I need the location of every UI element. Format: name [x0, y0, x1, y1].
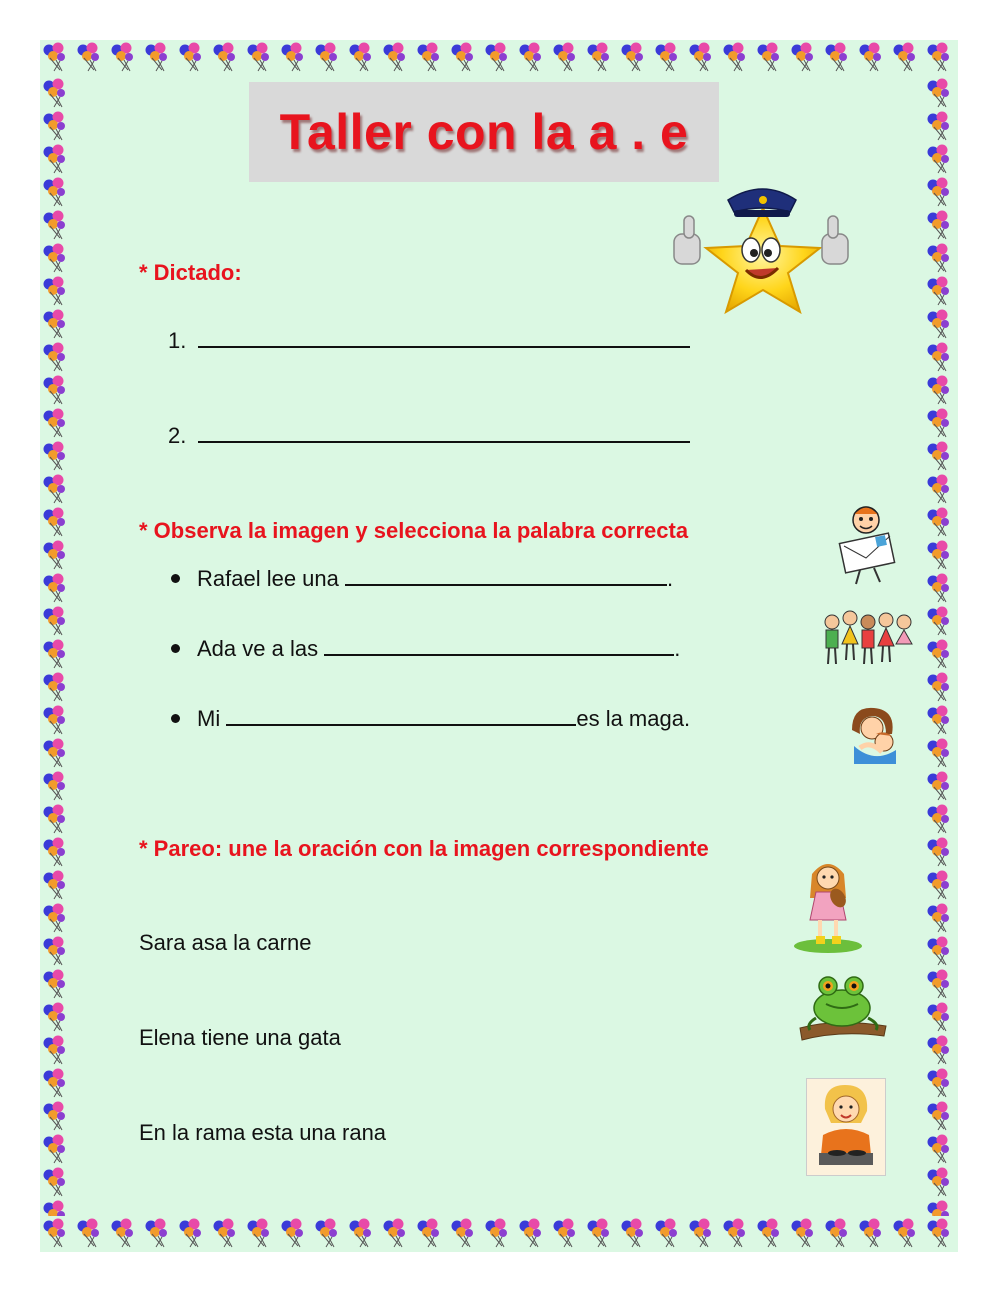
dictation-number: 2.: [168, 423, 187, 448]
dictation-heading: * Dictado:: [139, 260, 242, 285]
matching-sentence-1[interactable]: Sara asa la carne: [139, 930, 312, 955]
observe-item-1: [197, 566, 673, 592]
balloon-border-icon: [40, 1216, 958, 1252]
sentence-end: .: [667, 566, 674, 591]
balloon-border-icon: [40, 76, 74, 1216]
word-answer-field[interactable]: [226, 706, 576, 726]
sentence-start: Mi: [197, 706, 221, 731]
balloon-border-icon: [40, 40, 958, 76]
sentence-end: es la maga.: [576, 706, 691, 731]
matching-heading: [139, 836, 709, 862]
word-answer-field[interactable]: [345, 566, 667, 586]
sentence-start: Rafael lee una: [197, 566, 339, 591]
observe-item-2: [197, 636, 680, 662]
mail-kid-icon: [836, 502, 900, 588]
matching-sentence-2[interactable]: Elena tiene una gata: [139, 1025, 341, 1050]
dictation-item-1: [168, 328, 690, 354]
children-group-icon: [820, 608, 918, 672]
woman-cooking-frame[interactable]: [806, 1078, 886, 1176]
sentence-end: .: [674, 636, 681, 661]
dictation-answer-field[interactable]: [198, 328, 690, 348]
title-box: [249, 82, 719, 182]
police-star-icon: [668, 178, 854, 318]
dictation-answer-field[interactable]: [198, 423, 690, 443]
matching-heading-prefix: * Pareo:: [139, 836, 223, 861]
bullet: [171, 644, 180, 653]
mother-hug-icon: [846, 704, 902, 766]
balloon-border-icon: [924, 76, 958, 1216]
balloon-border-bottom: [40, 1216, 958, 1252]
page-title: Taller con la a . e: [279, 104, 689, 160]
balloon-border-left: [40, 76, 74, 1216]
frog-icon[interactable]: [796, 972, 890, 1044]
balloon-border-top: [40, 40, 958, 76]
girl-violin-icon[interactable]: [792, 854, 864, 954]
balloon-border-right: [924, 76, 958, 1216]
observe-item-3: [197, 706, 690, 732]
matching-sentence-3[interactable]: En la rama esta una rana: [139, 1120, 387, 1145]
bullet: [171, 714, 180, 723]
woman-cooking-icon: [807, 1079, 885, 1175]
matching-heading-rest: une la oración con la imagen correspondiente: [222, 836, 709, 861]
dictation-number: 1.: [168, 328, 187, 353]
dictation-item-2: [168, 423, 690, 449]
word-answer-field[interactable]: [324, 636, 674, 656]
sentence-start: Ada ve a las: [197, 636, 319, 661]
observe-heading: * Observa la imagen y selecciona la palabra correcta: [139, 518, 689, 543]
bullet: [171, 574, 180, 583]
